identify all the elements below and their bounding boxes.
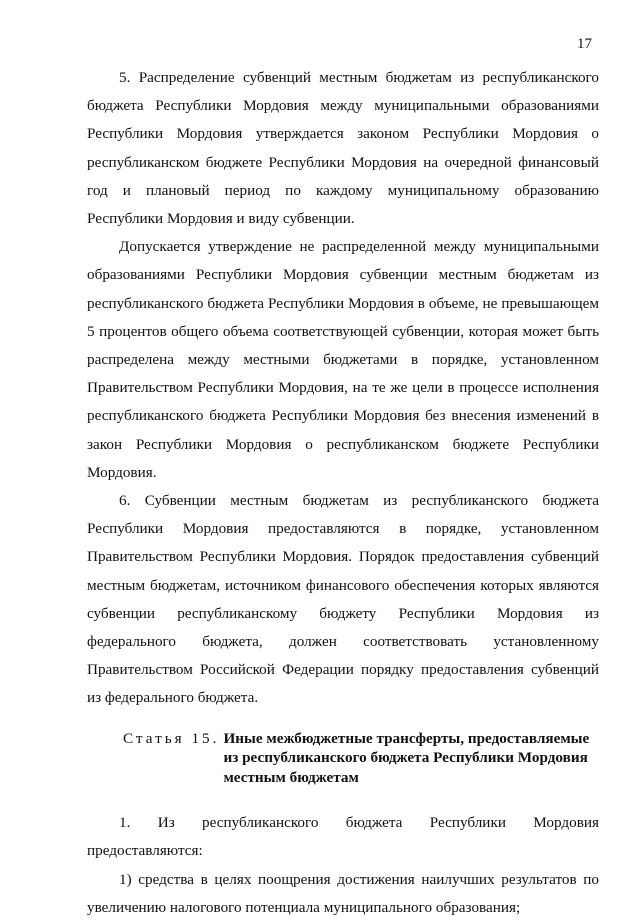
paragraph-5: 5. Распределение субвенций местным бюджетам из республиканского бюджета Республики Мордовия между муниципальными образованиями Республики Мордовия утверждается законом Республики Мордовия о республиканском бюджете Республики Мордовия на очередной финансовый год и плановый период по каждому муниципальному образованию Республики Мордовия и виду субвенции.	[87, 69, 599, 228]
document-body	[87, 64, 599, 922]
article-title: Иные межбюджетные трансферты, предоставляемые из республиканского бюджета Республики Мордовия местным бюджетам	[223, 729, 590, 786]
article-heading	[87, 729, 599, 788]
subitem-1: 1) средства в целях поощрения достижения наилучших результатов по увеличению налогового потенциала муниципального образования;	[87, 870, 599, 916]
page-number: 17	[577, 36, 592, 52]
paragraph-5-continuation: Допускается утверждение не распределенной между муниципальными образованиями Республики Мордовия субвенции местным бюджетам из республиканского бюджета Республики Мордовия в объеме, не превышающем 5 процентов общего объема соответствующей субвенции, которая может быть распределена между местными бюджетами в порядке, установленном Правительством Республики Мордовия, на те же цели в процессе исполнения республиканского бюджета Республики Мордовия без внесения изменений в закон Республики Мордовия о республиканском бюджете Республики Мордовия.	[87, 238, 599, 481]
item-1: 1. Из республиканского бюджета Республики Мордовия предоставляются:	[87, 814, 599, 860]
article-number: Статья 15.	[123, 729, 220, 747]
paragraph-6: 6. Субвенции местным бюджетам из республиканского бюджета Республики Мордовия предоставляются в порядке, установленном Правительством Республики Мордовия. Порядок предоставления субвенций местным бюджетам, источником финансового обеспечения которых являются субвенции республиканскому бюджету Республики Мордовия из федерального бюджета, должен соответствовать установленному Правительством Российской Федерации порядку предоставления субвенций из федерального бюджета.	[87, 492, 599, 707]
